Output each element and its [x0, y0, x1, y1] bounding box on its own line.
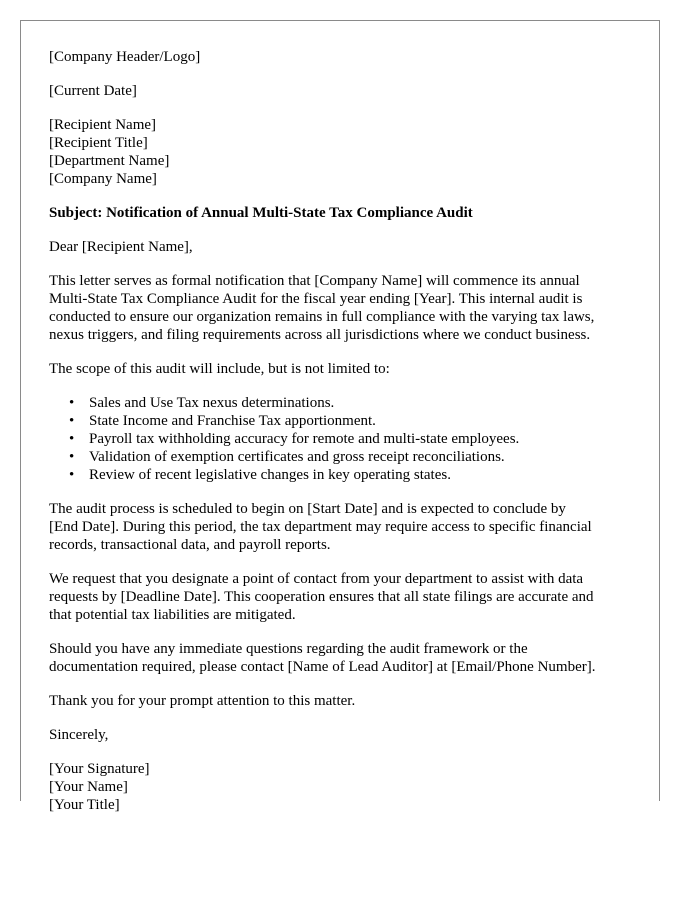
company-header [49, 48, 649, 66]
list-item-text: Payroll tax withholding accuracy for remote and multi-state employees. [89, 431, 520, 447]
paragraph-line: records, transactional data, and payroll reports. [49, 537, 331, 553]
signature-line: [Your Signature] [49, 761, 150, 777]
signer-title: [Your Title] [49, 797, 120, 813]
list-item-text: Sales and Use Tax nexus determinations. [89, 395, 335, 411]
intro-paragraph [49, 272, 649, 344]
letter-date [49, 82, 649, 100]
list-item [69, 412, 649, 430]
recipient-block [49, 116, 649, 188]
paragraph-line: The audit process is scheduled to begin on [Start Date] and is expected to conclude by [49, 501, 566, 517]
paragraph-line: conducted to ensure our organization remains in full compliance with the varying tax laws, [49, 309, 595, 325]
list-item [69, 448, 649, 466]
closing-text: Sincerely, [49, 727, 109, 743]
request-paragraph [49, 570, 649, 624]
subject-text: Subject: Notification of Annual Multi-State Tax Compliance Audit [49, 205, 473, 221]
list-item [69, 394, 649, 412]
questions-paragraph [49, 640, 649, 676]
company-header-text: [Company Header/Logo] [49, 49, 201, 65]
recipient-company: [Company Name] [49, 171, 157, 187]
list-item-text: Validation of exemption certificates and gross receipt reconciliations. [89, 449, 505, 465]
list-item-text: State Income and Franchise Tax apportionment. [89, 413, 376, 429]
closing [49, 726, 649, 744]
schedule-paragraph [49, 500, 649, 554]
subject-line [49, 204, 649, 222]
signer-name: [Your Name] [49, 779, 128, 795]
recipient-name: [Recipient Name] [49, 117, 157, 133]
bullet-icon: • [69, 449, 75, 465]
letter-body [49, 48, 649, 830]
paragraph-line: Should you have any immediate questions regarding the audit framework or the [49, 641, 528, 657]
salutation-text: Dear [Recipient Name], [49, 239, 193, 255]
paragraph-line: that potential tax liabilities are mitigated. [49, 607, 296, 623]
bullet-icon: • [69, 395, 75, 411]
paragraph-line: Multi-State Tax Compliance Audit for the fiscal year ending [Year]. This internal audit is [49, 291, 583, 307]
scope-intro [49, 360, 649, 378]
list-item [69, 430, 649, 448]
thanks-text: Thank you for your prompt attention to this matter. [49, 693, 356, 709]
signature-block [49, 760, 649, 814]
list-item-text: Review of recent legislative changes in key operating states. [89, 467, 451, 483]
bullet-icon: • [69, 467, 75, 483]
thanks-paragraph [49, 692, 649, 710]
recipient-title: [Recipient Title] [49, 135, 148, 151]
paragraph-line: This letter serves as formal notification that [Company Name] will commence its annual [49, 273, 580, 289]
letter-page [20, 20, 660, 813]
paragraph-line: We request that you designate a point of contact from your department to assist with data [49, 571, 584, 587]
list-item [69, 466, 649, 484]
salutation [49, 238, 649, 256]
paragraph-line: documentation required, please contact [Name of Lead Auditor] at [Email/Phone Number]. [49, 659, 596, 675]
current-date-text: [Current Date] [49, 83, 137, 99]
paragraph-line: nexus triggers, and filing requirements across all jurisdictions where we conduct business. [49, 327, 591, 343]
paragraph-line: requests by [Deadline Date]. This cooperation ensures that all state filings are accurate and [49, 589, 594, 605]
scope-list [49, 394, 649, 484]
bullet-icon: • [69, 413, 75, 429]
paragraph-line: [End Date]. During this period, the tax department may require access to specific financial [49, 519, 592, 535]
bullet-icon: • [69, 431, 75, 447]
recipient-department: [Department Name] [49, 153, 170, 169]
scope-intro-text: The scope of this audit will include, but is not limited to: [49, 361, 390, 377]
